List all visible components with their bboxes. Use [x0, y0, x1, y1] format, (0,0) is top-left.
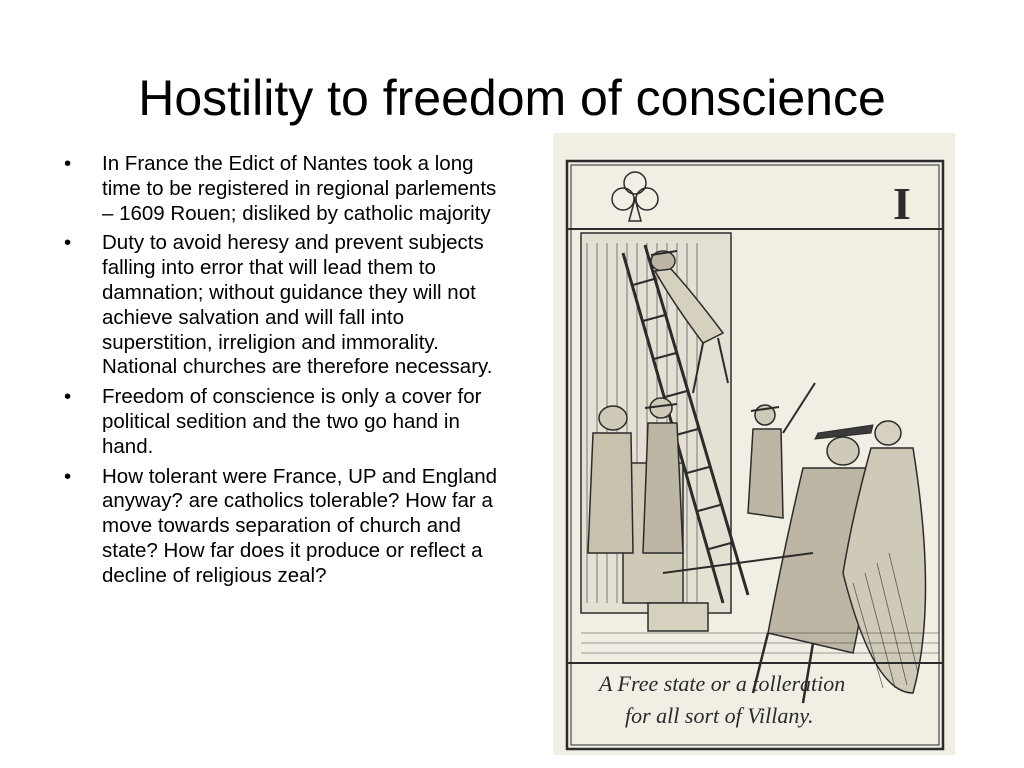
bullet-item: [60, 385, 500, 459]
card-caption-line-2: for all sort of Villany.: [625, 703, 814, 728]
bullet-item: [60, 231, 500, 380]
playing-card-engraving: [553, 133, 955, 755]
card-numeral: I: [893, 178, 911, 229]
card-caption-line-1: A Free state or a tolleration: [599, 671, 846, 696]
bullet-text: In France the Edict of Nantes took a long time to be registered in regional parlements – 1609 Rouen; disliked by catholic majority: [102, 152, 497, 225]
bullet-marker: •: [64, 231, 72, 255]
bullet-marker: •: [64, 152, 72, 175]
bullet-text: Freedom of conscience is only a cover for political sedition and the two go hand in hand.: [102, 385, 482, 458]
engraving-image: [553, 133, 955, 755]
bullet-list: [60, 152, 500, 594]
bullet-text: Duty to avoid heresy and prevent subjects falling into error that will lead them to damnation; without guidance they will not achieve salvation and will fall into superstition, irreligion and immorality. National churches are therefore necessary.: [102, 231, 493, 379]
bullet-item: [60, 465, 500, 589]
bullet-marker: •: [64, 385, 72, 409]
bullet-text: How tolerant were France, UP and England anyway? are catholics tolerable? How far a move towards separation of church and state? How far does it produce or reflect a decline of religious zeal?: [102, 464, 498, 587]
bullet-marker: •: [64, 464, 72, 488]
bullet-item: [60, 152, 500, 226]
slide-title: Hostility to freedom of conscience: [138, 70, 886, 126]
